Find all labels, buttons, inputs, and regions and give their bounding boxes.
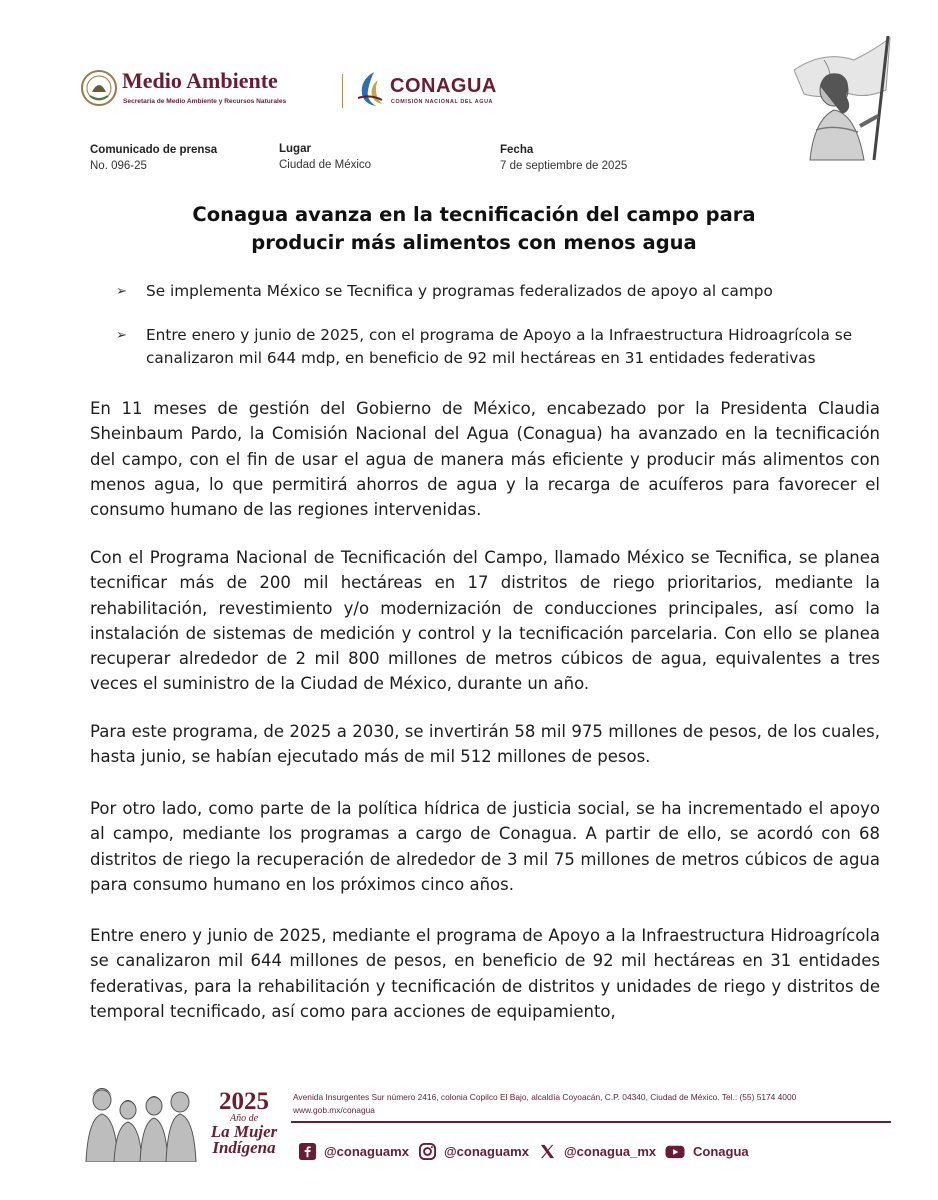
year-number: 2025: [219, 1088, 269, 1115]
header-logos: [80, 68, 510, 112]
footer-address-block: [293, 1091, 873, 1117]
instagram-handle: @conaguamx: [444, 1143, 529, 1159]
conagua-subtitle: COMISIÓN NACIONAL DEL AGUA: [391, 99, 494, 105]
youtube-icon: [664, 1142, 686, 1161]
facebook-handle: @conaguamx: [324, 1143, 409, 1159]
fecha-value: 7 de septiembre de 2025: [500, 160, 628, 172]
social-facebook-link[interactable]: [298, 1139, 409, 1163]
social-x-link[interactable]: [538, 1139, 656, 1163]
title-line-2: producir más alimentos con menos agua: [251, 231, 697, 254]
footer-website-link[interactable]: www.gob.mx/conagua: [293, 1105, 375, 1115]
x-icon: [538, 1142, 557, 1161]
conagua-title: CONAGUA: [390, 75, 497, 97]
title-line-1: Conagua avanza en la tecnificación del campo para: [192, 203, 756, 226]
x-handle: @conagua_mx: [564, 1143, 657, 1159]
year-badge: [206, 1090, 282, 1162]
lugar-label: Lugar: [279, 143, 311, 155]
conagua-logo-icon: [356, 70, 384, 108]
year-caption: Año de: [229, 1113, 259, 1124]
arrow-bullet-icon: ➢: [116, 328, 127, 343]
social-instagram-link[interactable]: [418, 1139, 529, 1163]
year-line-3: Indígena: [212, 1138, 276, 1157]
body-paragraph: En 11 meses de gestión del Gobierno de México, encabezado por la Presidenta Claudia Sheinbaum Pardo, la Comisión Nacional del Agua (Conagua) ha avanzado en la tecnificación del campo, con el fin de usar el agua de manera más eficiente y producir más alimentos con menos agua, lo que permitirá ahorros de agua y la recarga de acuíferos para favorecer el consumo humano de las regiones intervenidas.: [90, 399, 880, 520]
footer-address: Avenida Insurgentes Sur número 2416, colonia Copilco El Bajo, alcaldía Coyoacán, C.P. 04340, Ciudad de México. Tel.: (55) 5174 4000: [293, 1092, 797, 1102]
instagram-icon: [418, 1142, 437, 1161]
youtube-handle: Conagua: [693, 1143, 749, 1159]
comunicado-number: No. 096-25: [90, 160, 147, 172]
press-release-title: [90, 201, 858, 257]
body-paragraph: Por otro lado, como parte de la política hídrica de justicia social, se ha incrementado el apoyo al campo, mediante los programas a cargo de Conagua. A partir de ello, se acordó con 68 distritos de riego la recuperación de alrededor de 3 mil 75 millones de metros cúbicos de agua para consumo humano en los próximos cinco años.: [90, 799, 880, 894]
bullet-text: Entre enero y junio de 2025, con el programa de Apoyo a la Infraestructura Hidroagrícola se canalizaron mil 644 mdp, en beneficio de 92 mil hectáreas en 31 entidades federativas: [146, 326, 853, 367]
logo-divider: [342, 74, 343, 108]
arrow-bullet-icon: ➢: [116, 284, 127, 299]
footer-divider: [291, 1121, 891, 1123]
mexico-emblem-icon: [80, 68, 118, 108]
social-youtube-link[interactable]: [664, 1139, 749, 1163]
body-paragraph: Entre enero y junio de 2025, mediante el programa de Apoyo a la Infraestructura Hidroagrícola se canalizaron mil 644 millones de pesos, en beneficio de 92 mil hectáreas en 31 entidades federativas, para la rehabilitación y tecnificación de distritos y unidades de riego y distritos de temporal tecnificado, así como para acciones de equipamiento,: [90, 926, 880, 1021]
sema-subtitle: Secretaría de Medio Ambiente y Recursos Naturales: [123, 98, 287, 105]
year-line-2: La Mujer: [210, 1122, 278, 1141]
facebook-icon: [298, 1142, 317, 1161]
summary-bullet: [116, 280, 876, 304]
social-links: [298, 1139, 898, 1163]
bullet-text: Se implementa México se Tecnifica y programas federalizados de apoyo al campo: [146, 282, 773, 300]
sema-title: Medio Ambiente: [122, 68, 278, 93]
lugar-value: Ciudad de México: [279, 159, 372, 171]
summary-bullet: [116, 324, 876, 372]
fecha-label: Fecha: [500, 144, 534, 156]
comunicado-label: Comunicado de prensa: [90, 144, 218, 156]
woman-with-flag-illustration: [764, 30, 894, 162]
body-paragraph: Para este programa, de 2025 a 2030, se invertirán 58 mil 975 millones de pesos, de los cuales, hasta junio, se habían ejecutado más de mil 512 millones de pesos.: [90, 722, 880, 767]
body-paragraph: Con el Programa Nacional de Tecnificación del Campo, llamado México se Tecnifica, se planea tecnificar más de 200 mil hectáreas en 17 distritos de riego prioritarios, mediante la rehabilitación, revestimiento y/o modernización de conducciones principales, así como la instalación de sistemas de medición y control y la tecnificación parcelaria. Con ello se planea recuperar alrededor de 2 mil 800 millones de metros cúbicos de agua, equivalentes a tres veces el suministro de la Ciudad de México, durante un año.: [90, 548, 880, 694]
indigenous-women-illustration: [80, 1078, 202, 1162]
